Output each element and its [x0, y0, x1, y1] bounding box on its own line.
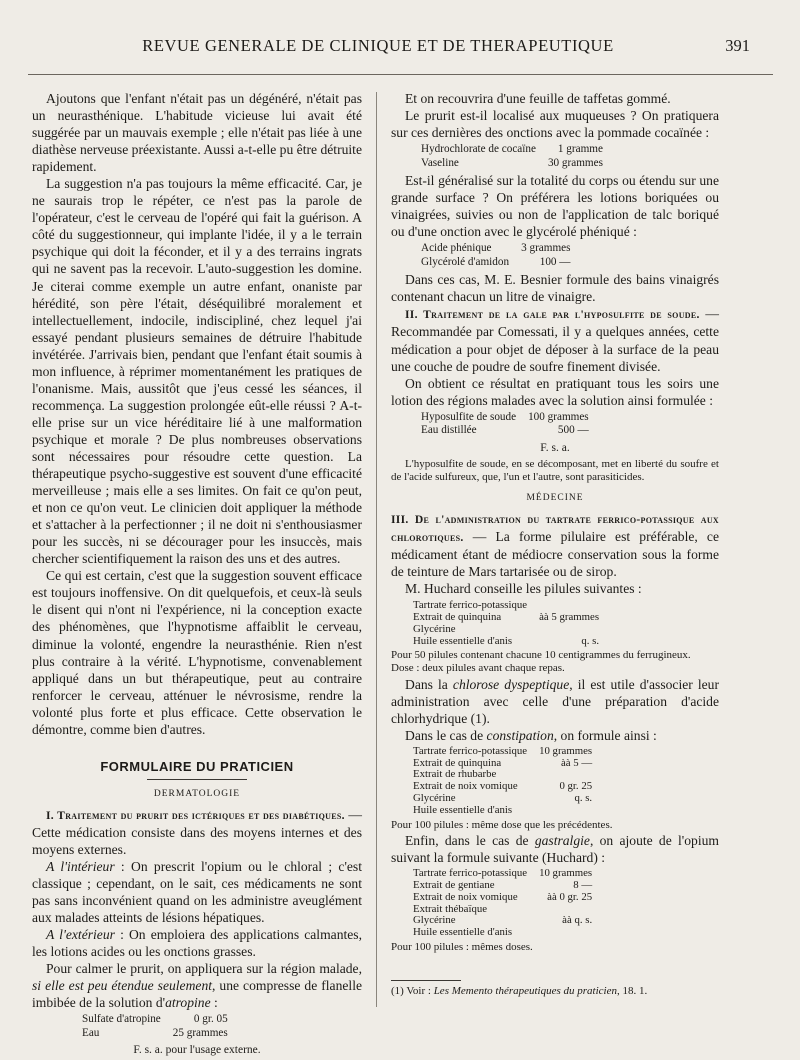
- ingredient: Glycérine: [413, 792, 456, 805]
- formula-item: [391, 305, 719, 374]
- paragraph: [32, 960, 362, 1011]
- quantity: [531, 927, 596, 939]
- paragraph: On obtient ce résultat en pratiquant tous les soirs une lotion des régions malades avec la solution ainsi formulée :: [391, 375, 719, 408]
- formula-row: [421, 242, 574, 256]
- paragraph: Pour 100 pilules : même dose que les précédentes.: [391, 818, 613, 831]
- ingredient: Extrait de quinquina: [413, 756, 502, 769]
- ingredient: Eau: [82, 1026, 100, 1039]
- text: :: [210, 995, 218, 1011]
- ingredient: Extrait de quinquina: [413, 610, 502, 623]
- formula-row: [421, 411, 593, 425]
- paragraph: Ce qui est certain, c'est que la suggestion souvent efficace est toujours inoffensive. On dit quelquefois, et ceux-là seuls le disent qui n'ont ni l'expérience, ni la conception exacte des phénomènes, que l'hypnotisme affaiblit le cerveau, diminue la volonté, engendre la neurasthénie. Rien n'est plus contraire à la vérité. L'hypnotisme, convenablement appliqué dans un but thérapeutique, peut au contraire renforcer le cerveau, atténuer le névrosisme, rendre la volonté plus forte et plus efficace. Cette observation le démontre, comme bien d'autres.: [32, 568, 362, 737]
- header-rule: [28, 74, 773, 75]
- text: , 18. 1.: [617, 985, 648, 997]
- label-interieur: A l'intérieur: [46, 859, 115, 875]
- text: Enfin, dans le cas de: [405, 833, 535, 849]
- emphasis: atropine: [165, 995, 211, 1011]
- ingredient: Tartrate ferrico-potassique: [413, 598, 528, 611]
- paragraph: Dose : deux pilules avant chaque repas.: [391, 662, 565, 675]
- formula-row: [82, 1013, 232, 1027]
- emphasis: chlorose dyspeptique: [452, 676, 570, 692]
- journal-title: REVUE GENERALE DE CLINIQUE ET DE THERAPEUTIQUE: [142, 36, 614, 55]
- right-column: [391, 90, 719, 954]
- paragraph: La suggestion n'a pas toujours la même efficacité. Car, je ne saurais trop le répéter, ce n'est pas la parole de l'opérateur, c'est le cerveau de l'opéré qui fait la guérison. A côté du suggestionneur, qui implante l'idée, il y a le terrain psychique qui doit la féconder, et il y a des terrains ingrats qui ne savent pas la recevoir. L'auto-suggestion les domine. Je citerai comme exemple un autre enfant, onaniste par hérédité, son père l'était, déséquilibré moralement et intellectuellement, indocile, indiscipliné, chez lequel j'ai essayé pendant plusieurs semaines de détruire l'habitude invétérée. J'arrivais bien, pendant que l'enfant était soumis à mon influence, à réprimer momentanément les pratiques de l'onanisme. Mais, aussitôt que j'eus cessé les séances, il recommença. La suggestion prolongée eût-elle réussi ? A-t-elle prise sur un vice héréditaire lié à une malformation psychique et morale ? De plus nombreuses observations sont nécessaires pour résoudre cette question. La thérapeutique psycho-suggestive est souvent d'une efficacité merveilleuse ; mais elle a ses limites. On fait ce qu'on peut, et non ce qu'on veut. Le clinicien doit appliquer la méthode et s'attacher à la perfectionner ; il ne doit ni s'enthousiasmer pour les succès, ni se décourager pour les insuccès, mais chercher scientifiquement la raison des uns et des autres.: [32, 176, 362, 567]
- quantity: àà 0 gr. 25: [547, 890, 593, 903]
- quantity: 10 grammes: [539, 744, 593, 757]
- formula-row: [421, 157, 607, 171]
- ingredient: Huile essentielle d'anis: [413, 803, 513, 816]
- paragraph: Pour 50 pilules contenant chacune 10 centigrammes du ferrugineux.: [391, 648, 691, 661]
- formula-row: [421, 256, 574, 270]
- subsection-title: DERMATOLOGIE: [153, 788, 241, 799]
- quantity: q. s.: [581, 634, 600, 647]
- page-number: 391: [725, 36, 750, 55]
- ingredient: Extrait de rhubarbe: [413, 768, 497, 781]
- formula-table: [413, 746, 596, 817]
- paragraph: [391, 832, 719, 866]
- quantity: 500 —: [557, 424, 589, 437]
- formula-row: [82, 1027, 232, 1041]
- formula-row: [413, 805, 596, 817]
- paragraph: [32, 926, 362, 960]
- ingredient: Hydrochlorate de cocaïne: [421, 143, 536, 156]
- paragraph: Ajoutons que l'enfant n'était pas un dégénéré, n'était pas un neurasthénique. L'habitude vicieuse lui avait été suggérée par un mauvais exemple ; elle n'était pas liée à une diathèse nerveuse préexistante. Aussi a-t-elle pu être détruite rapidement.: [32, 91, 362, 175]
- formula-row: [413, 892, 596, 904]
- ingredient: Glycérolé d'amidon: [421, 255, 510, 268]
- paragraph: Est-il généralisé sur la totalité du corps ou étendu sur une grande surface ? On préférera les lotions boriquées ou vinaigrées, suivies ou non de l'application de talc boriqué ou d'une onction avec le glycérolé phéniqué :: [391, 173, 719, 240]
- paragraph: Le prurit est-il localisé aux muqueuses ? On pratiquera sur ces dernières des onctions avec la pommade cocaïnée :: [391, 108, 719, 141]
- formula-table: [421, 143, 607, 170]
- text: : On prescrit l'opium ou le chloral ; c'est classique ; cependant, on le sait, ces médicaments ne sont pas sans inconvénient quand on les administre aveuglément aux malades atteints de lésions hépatiques.: [32, 859, 362, 926]
- emphasis: si elle est peu étendue seulement: [32, 978, 213, 994]
- formula-note: F. s. a.: [540, 441, 570, 454]
- item-text: — Recommandée par Comessati, il y a quelques années, cette médication a pour objet de déposer à la surface de la peau une couche de poudre de soufre finement divisée.: [391, 306, 720, 374]
- formula-row: [413, 611, 603, 623]
- ingredient: Glycérine: [413, 622, 456, 635]
- quantity: [531, 623, 603, 635]
- quantity: àà 5 grammes: [539, 610, 600, 623]
- footnote-rule: [391, 980, 461, 981]
- quantity: [531, 599, 603, 611]
- item-text: — La forme pilulaire est préférable, ce médicament étant de médiocre conservation sous la forme de teinture de Mars tartarisée ou de sirop.: [391, 528, 719, 579]
- quantity: 25 grammes: [172, 1026, 228, 1039]
- quantity: [531, 805, 596, 817]
- quantity: 8 —: [573, 878, 593, 891]
- formula-row: [413, 746, 596, 758]
- quantity: 1 gramme: [557, 143, 603, 156]
- subsection-title: MÉDECINE: [526, 492, 584, 503]
- left-column: [32, 90, 362, 1060]
- quantity: àà q. s.: [562, 914, 593, 927]
- section-title: FORMULAIRE DU PRATICIEN: [100, 758, 294, 774]
- ingredient: Acide phénique: [421, 242, 492, 255]
- paragraph: [391, 727, 719, 744]
- formula-row: [413, 927, 596, 939]
- ingredient: Extrait de gentiane: [413, 878, 495, 891]
- quantity: àà 5 —: [560, 756, 593, 769]
- ingredient: Huile essentielle d'anis: [413, 634, 513, 647]
- ingredient: Extrait de noix vomique: [413, 780, 518, 793]
- formula-table: [421, 242, 574, 269]
- quantity: 100 grammes: [528, 410, 589, 423]
- ingredient: Tartrate ferrico-potassique: [413, 867, 528, 880]
- text: , on formule ainsi :: [553, 727, 657, 743]
- text: , on ajoute de l'opium suivant la formule suivante (Huchard) :: [391, 833, 719, 866]
- ingredient: Sulfate d'atropine: [82, 1013, 161, 1026]
- text: Pour calmer le prurit, on appliquera sur la région malade,: [46, 961, 362, 977]
- ingredient: Hyposulfite de soude: [421, 410, 517, 423]
- paragraph: [32, 858, 362, 926]
- formula-row: [413, 623, 603, 635]
- quantity: 0 gr. 25: [559, 780, 593, 793]
- formula-item: [32, 806, 362, 858]
- emphasis: constipation: [486, 727, 554, 743]
- ingredient: Vaseline: [421, 156, 459, 169]
- paragraph: L'hyposulfite de soude, en se décomposant, met en liberté du soufre et de l'acide sulfureux, que, l'un et l'autre, sont parasiticides.: [391, 457, 719, 484]
- formula-item: [391, 510, 719, 580]
- quantity: 10 grammes: [539, 867, 593, 880]
- quantity: 3 grammes: [521, 242, 571, 255]
- column-divider: [376, 92, 377, 1007]
- ingredient: Extrait de noix vomique: [413, 890, 518, 903]
- item-title: I. Traitement du prurit des ictériques et des diabétiques.: [46, 808, 345, 822]
- formula-table: [413, 599, 603, 647]
- emphasis: gastralgie: [534, 833, 590, 849]
- quantity: 100 —: [539, 255, 571, 268]
- formula-note: F. s. a. pour l'usage externe.: [133, 1044, 261, 1057]
- text: , il est utile d'associer leur administration avec celle d'une préparation d'acide chlorhydrique (1).: [391, 676, 719, 726]
- item-title: III. De l'administration du tartrate ferrico-potassique aux chlorotiques.: [391, 512, 719, 544]
- text: : On emploiera des applications calmantes, les lotions acides ou les onctions grasses.: [32, 927, 362, 960]
- running-header: [0, 36, 800, 58]
- paragraph: Et on recouvrira d'une feuille de taffetas gommé.: [405, 91, 671, 106]
- ingredient: Glycérine: [413, 914, 456, 927]
- quantity: q. s.: [574, 792, 593, 805]
- ingredient: Eau distillée: [421, 424, 477, 437]
- quantity: 30 grammes: [547, 156, 603, 169]
- emphasis: Les Memento thérapeutiques du praticien: [433, 985, 617, 997]
- item-text: — Cette médication consiste dans des moyens internes et des moyens externes.: [32, 806, 362, 857]
- text: , une compresse de flanelle imbibée de la solution d': [32, 978, 362, 1011]
- ingredient: Huile essentielle d'anis: [413, 926, 513, 939]
- ingredient: Extrait thébaïque: [413, 902, 488, 915]
- formula-table: [421, 411, 593, 438]
- formula-row: [421, 424, 593, 438]
- item-title: II. Traitement de la gale par l'hyposulfite de soude.: [405, 308, 700, 322]
- formula-row: [413, 599, 603, 611]
- formula-row: [421, 143, 607, 157]
- formula-row: [413, 635, 603, 647]
- paragraph: Pour 100 pilules : mêmes doses.: [391, 940, 533, 953]
- divider: [147, 779, 247, 780]
- ingredient: Tartrate ferrico-potassique: [413, 744, 528, 757]
- label-exterieur: A l'extérieur: [46, 927, 115, 943]
- paragraph: [391, 676, 719, 727]
- text: Dans le cas de: [405, 727, 487, 743]
- footnote: [391, 985, 719, 997]
- text: (1) Voir :: [391, 985, 434, 997]
- paragraph: M. Huchard conseille les pilules suivantes :: [405, 580, 642, 596]
- paragraph: Dans ces cas, M. E. Besnier formule des bains vinaigrés contenant chacun un litre de vinaigre.: [391, 272, 719, 305]
- text: Dans la: [405, 676, 453, 692]
- quantity: 0 gr. 05: [193, 1013, 228, 1026]
- formula-table: [413, 868, 596, 939]
- formula-row: [413, 880, 596, 892]
